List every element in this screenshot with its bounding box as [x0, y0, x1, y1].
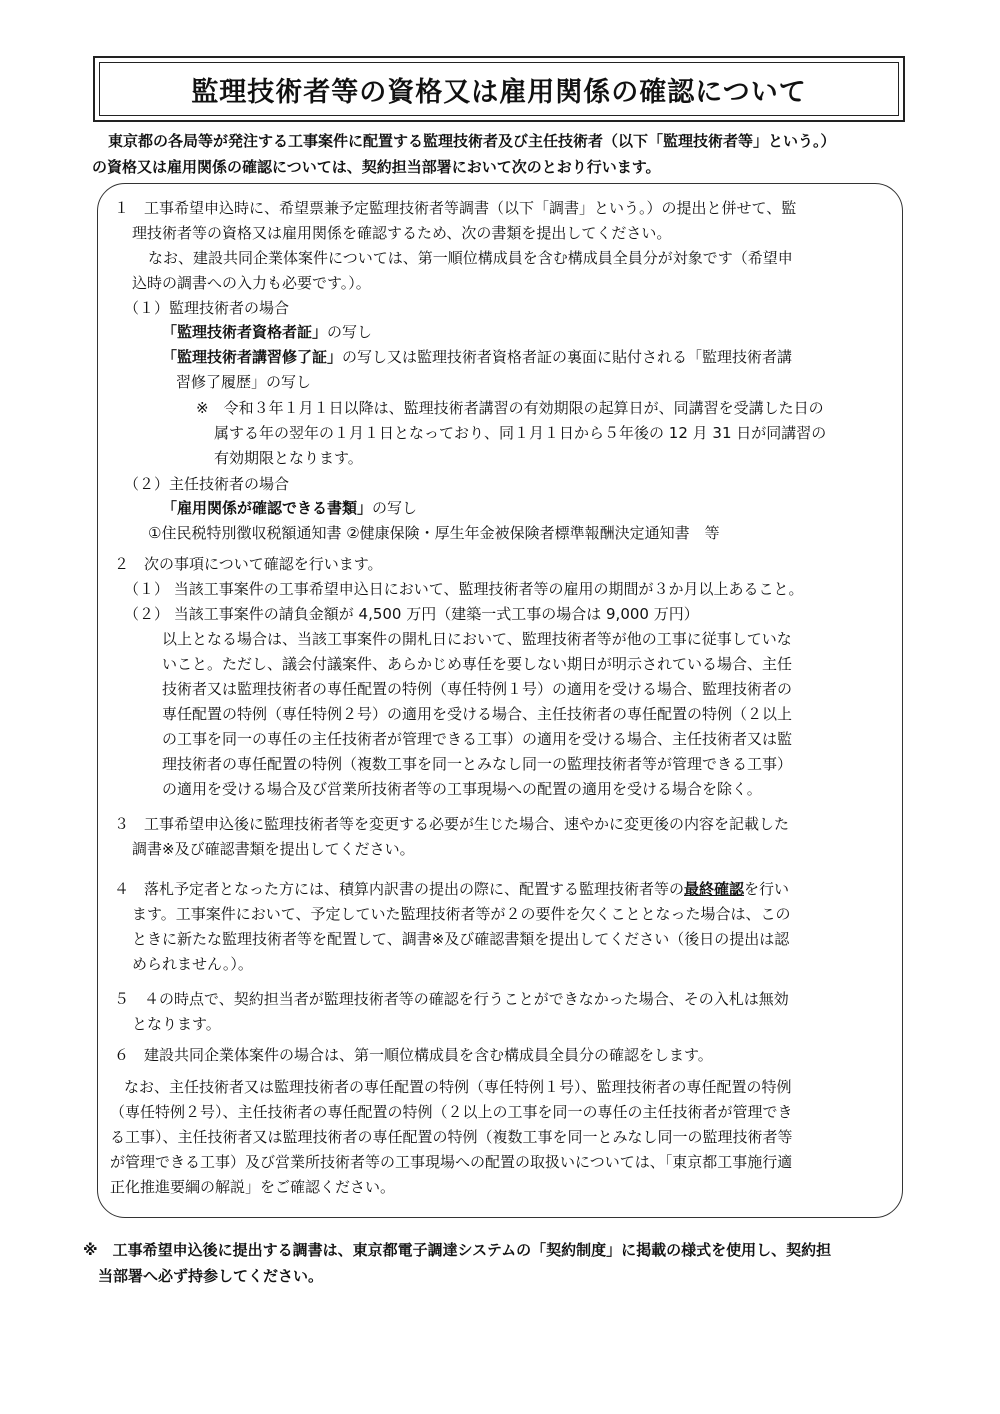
- line-text: となります。: [132, 1015, 221, 1033]
- intro-paragraph: [92, 128, 922, 180]
- content-line: [110, 1102, 793, 1122]
- content-line: [132, 954, 253, 974]
- title-inner-frame: [99, 62, 899, 116]
- title-frame: [93, 56, 905, 122]
- content-line: [162, 754, 792, 774]
- line-text: （１） 当該工事案件の工事希望申込日において、監理技術者等の雇用の期間が３か月以上あること。: [124, 580, 804, 598]
- line-text: る工事）、主任技術者又は監理技術者の専任配置の特例（複数工事を同一とみなし同一の監理技術者等: [110, 1128, 793, 1146]
- content-line: [132, 223, 671, 243]
- content-line: [110, 1127, 793, 1147]
- content-line: [214, 448, 363, 468]
- line-text: なお、建設共同企業体案件については、第一順位構成員を含む構成員全員分が対象です（希望申: [148, 249, 793, 267]
- line-text: が管理できる工事）及び営業所技術者等の工事現場への配置の取扱いについては、「東京都工事施行適: [110, 1153, 793, 1171]
- content-line: [114, 554, 383, 574]
- content-line: [162, 498, 417, 518]
- emphasized-text: 最終確認: [684, 880, 745, 898]
- line-text: の工事を同一の専任の主任技術者が管理できる工事）の適用を受ける場合、主任技術者又は監: [162, 730, 793, 748]
- line-text: 込時の調書への入力も必要です。）。: [132, 274, 371, 292]
- content-line: [132, 1014, 221, 1034]
- content-line: [162, 679, 792, 699]
- line-text: ５ ４の時点で、契約担当者が監理技術者等の確認を行うことができなかった場合、その入札は無効: [114, 990, 789, 1008]
- emphasized-text: 「雇用関係が確認できる書類」: [162, 499, 373, 517]
- content-line: [110, 1177, 395, 1197]
- line-text: 正化推進要綱の解説」をご確認ください。: [110, 1178, 396, 1196]
- content-line: [114, 879, 789, 899]
- content-line: [114, 1045, 713, 1065]
- content-line: [162, 779, 762, 799]
- content-line: [124, 604, 699, 624]
- line-text: 技術者又は監理技術者の専任配置の特例（専任特例１号）の適用を受ける場合、監理技術者の: [162, 680, 793, 698]
- line-text: 調書※及び確認書類を提出してください。: [132, 840, 415, 858]
- line-text: 専任配置の特例（専任特例２号）の適用を受ける場合、主任技術者の専任配置の特例（２以上: [162, 705, 793, 723]
- line-text: （２） 当該工事案件の請負金額が 4,500 万円（建築一式工事の場合は 9,000 万円）: [124, 605, 699, 623]
- content-line: [124, 474, 289, 494]
- content-line: [124, 579, 803, 599]
- content-line: [196, 398, 824, 418]
- emphasized-text: 「監理技術者講習修了証」: [162, 348, 343, 366]
- line-text: １ 工事希望申込時に、希望票兼予定監理技術者等調書（以下「調書」という。）の提出と併せて、監: [114, 199, 797, 217]
- line-text: の写し: [372, 499, 418, 517]
- line-text: 理技術者等の資格又は雇用関係を確認するため、次の書類を提出してください。: [132, 224, 672, 242]
- line-text: ６ 建設共同企業体案件の場合は、第一順位構成員を含む構成員全員分の確認をします。: [114, 1046, 713, 1064]
- intro-line-1: 東京都の各局等が発注する工事案件に配置する監理技術者及び主任技術者（以下「監理技術者等」という。）: [108, 132, 836, 150]
- content-line: [132, 839, 415, 859]
- content-line: [124, 298, 289, 318]
- line-text: なお、主任技術者又は監理技術者の専任配置の特例（専任特例１号）、監理技術者の専任配置の特例: [124, 1078, 792, 1096]
- content-line: [162, 704, 792, 724]
- content-line: [214, 423, 826, 443]
- content-line: [124, 1077, 792, 1097]
- line-text: められません。）。: [132, 955, 253, 973]
- line-text: （１）監理技術者の場合: [124, 299, 290, 317]
- emphasized-text: 「監理技術者資格者証」: [162, 323, 328, 341]
- content-line: [162, 629, 792, 649]
- footnote-line-1: ※ 工事希望申込後に提出する調書は、東京都電子調達システムの「契約制度」に掲載の様式を使用し、契約担: [83, 1241, 832, 1259]
- line-text: ２ 次の事項について確認を行います。: [114, 555, 383, 573]
- line-text: の適用を受ける場合及び営業所技術者等の工事現場への配置の適用を受ける場合を除く。: [162, 780, 762, 798]
- line-text: ４ 落札予定者となった方には、積算内訳書の提出の際に、配置する監理技術者等の: [114, 880, 685, 898]
- content-line: [148, 248, 793, 268]
- line-text: ３ 工事希望申込後に監理技術者等を変更する必要が生じた場合、速やかに変更後の内容を記載した: [114, 815, 790, 833]
- line-text: を行い: [744, 880, 790, 898]
- content-line: [132, 904, 791, 924]
- content-line: [162, 322, 372, 342]
- content-line: [176, 372, 311, 392]
- line-text: （専任特例２号）、主任技術者の専任配置の特例（２以上の工事を同一の専任の主任技術者が管理でき: [110, 1103, 793, 1121]
- line-text: 有効期限となります。: [214, 449, 363, 467]
- content-line: [114, 989, 789, 1009]
- content-line: [132, 273, 371, 293]
- content-line: [114, 814, 789, 834]
- content-line: [114, 198, 796, 218]
- line-text: （２）主任技術者の場合: [124, 475, 290, 493]
- footnote-line-2: 当部署へ必ず持参してください。: [83, 1267, 324, 1285]
- page-title: 監理技術者等の資格又は雇用関係の確認について: [191, 76, 807, 108]
- line-text: 以上となる場合は、当該工事案件の開札日において、監理技術者等が他の工事に従事していな: [162, 630, 792, 648]
- content-line: [162, 654, 792, 674]
- intro-line-2: の資格又は雇用関係の確認については、契約担当部署において次のとおり行います。: [92, 158, 661, 176]
- content-line: [162, 347, 792, 367]
- content-line: [162, 729, 792, 749]
- line-text: いこと。ただし、議会付議案件、あらかじめ専任を要しない期日が明示されている場合、主任: [162, 655, 793, 673]
- content-line: [148, 523, 720, 543]
- line-text: ます。工事案件において、予定していた監理技術者等が２の要件を欠くこととなった場合は、この: [132, 905, 791, 923]
- line-text: ときに新たな監理技術者等を配置して、調書※及び確認書類を提出してください（後日の提出は認: [132, 930, 790, 948]
- line-text: の写し: [327, 323, 373, 341]
- line-text: の写し又は監理技術者資格者証の裏面に貼付される「監理技術者講: [342, 348, 793, 366]
- content-line: [132, 929, 789, 949]
- line-text: 理技術者の専任配置の特例（複数工事を同一とみなし同一の監理技術者等が管理できる工事）: [162, 755, 793, 773]
- content-line: [110, 1152, 792, 1172]
- footnote: [83, 1237, 831, 1289]
- line-text: ①住民税特別徴収税額通知書 ②健康保険・厚生年金被保険者標準報酬決定通知書 等: [148, 524, 720, 542]
- line-text: ※ 令和３年１月１日以降は、監理技術者講習の有効期限の起算日が、同講習を受講した日の: [196, 399, 824, 417]
- line-text: 属する年の翌年の１月１日となっており、同１月１日から５年後の 12 月 31 日が同講習の: [214, 424, 827, 442]
- line-text: 習修了履歴」の写し: [176, 373, 312, 391]
